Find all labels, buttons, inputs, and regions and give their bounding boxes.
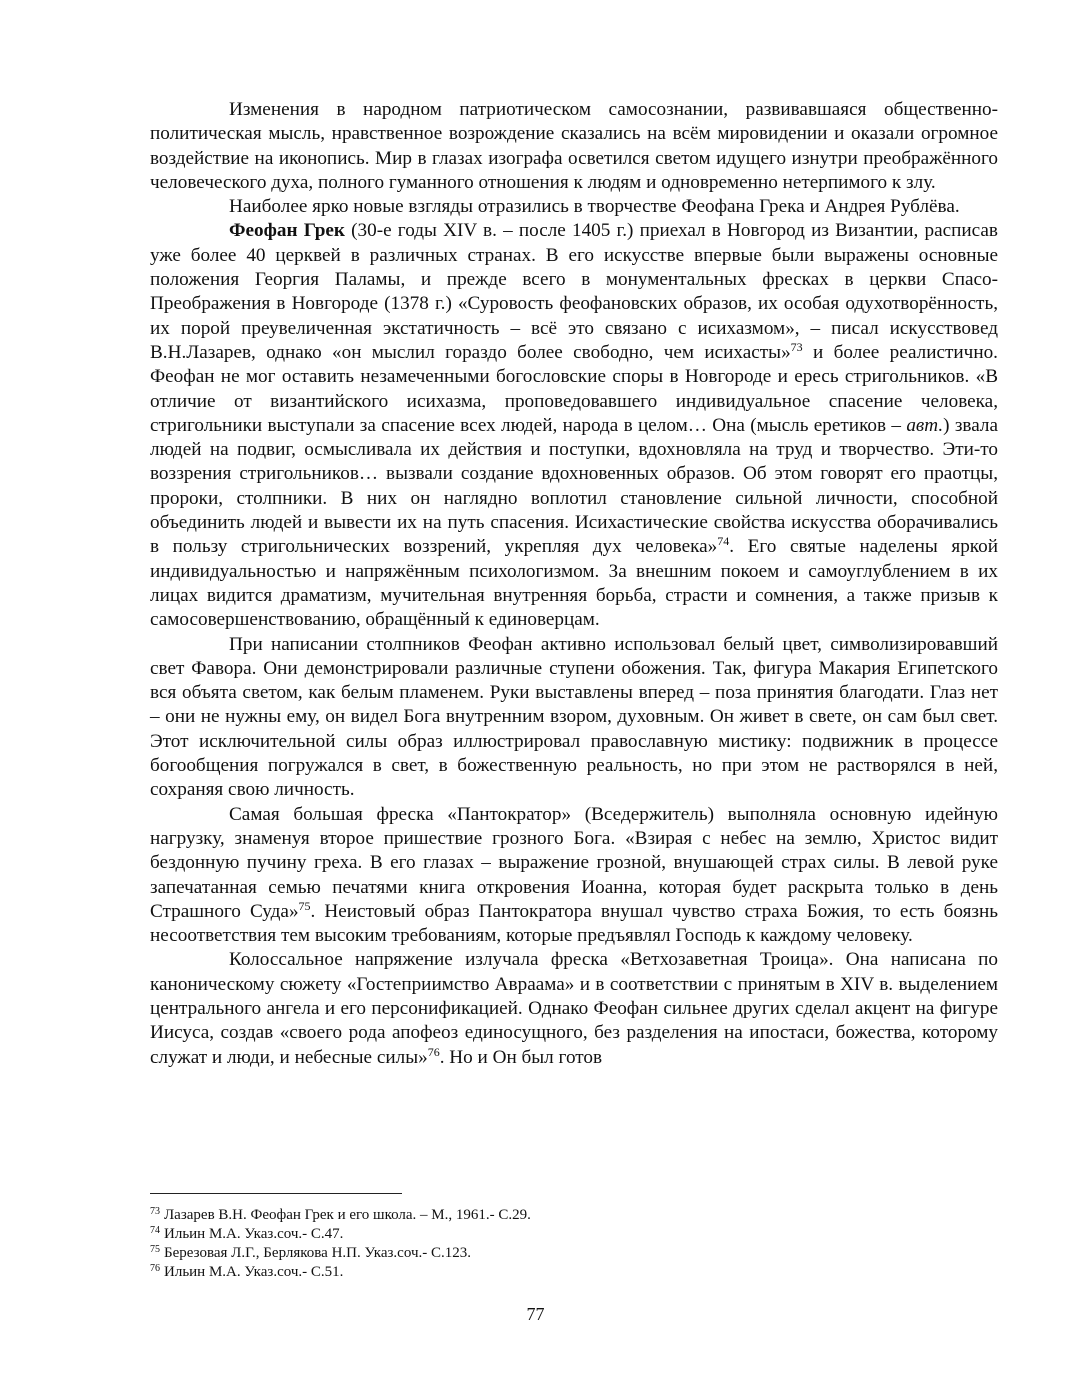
footnote bbox=[150, 1263, 998, 1282]
paragraph-1: Изменения в народном патриотическом самосознании, развивавшаяся общественно-политическая мысль, нравственное возрождение сказались на всём мировидении и оказали огромное воздействие на иконопись. Мир в глазах изографа осветился светом идущего изнутри преображённого человеческого духа, полного гуманного отношения к людям и одновременно нетерпимого к злу. bbox=[150, 99, 998, 193]
footnote-ref: 74 bbox=[717, 534, 730, 549]
paragraph-2: Наиболее ярко новые взгляды отразились в творчестве Феофана Грека и Андрея Рублёва. bbox=[229, 196, 960, 218]
bold-lead-name: Феофан Грек bbox=[229, 220, 345, 242]
text-segment: ) звала людей на подвиг, осмысливала их действия и поступки, вдохновляла на труд и творчество. Эти-то воззрения стригольников… вызвали создание вдохновенных образов. Об этом говорят его праотцы, пророки, столпники. В них он наглядно воплотил становление сильной личности, способной объединить людей и вывести их на путь спасения. Исихастические свойства искусства оборачивались в пользу стригольнических воззрений, укрепляя дух человека» bbox=[150, 414, 998, 558]
footnote-number: 74 bbox=[150, 1225, 160, 1236]
footnote bbox=[150, 1244, 998, 1263]
footnote bbox=[150, 1225, 998, 1244]
text-segment: . Но и Он был готов bbox=[439, 1046, 603, 1068]
footnotes bbox=[150, 1193, 998, 1282]
main-text bbox=[150, 98, 998, 1070]
text-segment: (30-е годы XIV в. – после 1405 г.) приехал в Новгород из Византии, расписав уже более 40 церквей в различных странах. В его искусстве впервые были выражены основные положения Георгия Паламы, и прежде всего в монументальных фресках в церкви Спасо-Преображения в Новгороде (1378 г.) «Суровость феофановских образов, их особая одухотворённость, их порой преувеличенная экстатичность – всё это связано с исихазмом», – писал искусствовед В.Н.Лазарев, однако «он мыслил гораздо более свободно, чем исихасты» bbox=[150, 220, 998, 363]
paragraph-3 bbox=[150, 219, 998, 632]
footnote-text: Ильин М.А. Указ.соч.- С.47. bbox=[164, 1226, 344, 1242]
footnote-number: 73 bbox=[150, 1206, 160, 1217]
paragraph-5 bbox=[150, 803, 998, 949]
footnote-ref: 73 bbox=[790, 339, 803, 354]
footnote-divider bbox=[150, 1193, 402, 1194]
italic-abbrev: авт. bbox=[906, 414, 944, 436]
text-segment: и более реалистично. Феофан не мог оставить незамеченными богословские споры в Новгороде и ересь стригольников. «В отличие от византийского исихазма, проповедовавшего индивидуальное спасение человека, стригольники выступали за спасение всех людей, народа в целом… Она (мысль еретиков – bbox=[150, 341, 998, 436]
footnote-number: 76 bbox=[150, 1263, 160, 1274]
paragraph-4: При написании столпников Феофан активно использовал белый цвет, символизировавший свет Фавора. Они демонстрировали различные ступени обожения. Так, фигура Макария Египетского вся объята светом, как белым пламенем. Руки выставлены вперед – поза принятия благодати. Глаз нет – они не нужны ему, он видел Бога внутренним взором, духовным. Он живет в свете, он сам был свет. Этот исключительной силы образ иллюстрировал православную мистику: подвижник в процессе богообщения погружался в свет, в божественную реальность, но при этом не растворялся в ней, сохраняя свою личность. bbox=[150, 633, 998, 801]
footnote-number: 75 bbox=[150, 1244, 160, 1255]
footnote-text: Березовая Л.Г., Берлякова Н.П. Указ.соч.- С.123. bbox=[164, 1245, 471, 1261]
footnote-ref: 75 bbox=[298, 898, 311, 913]
text-segment: Самая большая фреска «Пантократор» (Вседержитель) выполняла основную идейную нагрузку, знаменуя второе пришествие грозного Бога. «Взирая с небес на землю, Христос видит бездонную пучину греха. В его глазах – выражение грозной, внушающей страх силы. В левой руке запечатанная семью печатями книга откровения Иоанна, которая будет раскрыта только в день Страшного Суда» bbox=[150, 803, 998, 922]
page-number: 77 bbox=[526, 1304, 545, 1324]
paragraph-6 bbox=[150, 948, 998, 1069]
footnote bbox=[150, 1206, 998, 1225]
text-segment: . Его святые наделены яркой индивидуальностью и напряжённым психологизмом. За внешним покоем и самоуглублением в их лицах видится драматизм, мучительная внутренняя борьба, страсти и сомнения, а также призыв к самосовершенствованию, обращённый к единоверцам. bbox=[150, 536, 998, 631]
text-segment: . Неистовый образ Пантократора внушал чувство страха Божия, то есть боязнь несоответствия тем высоким требованиям, которые предъявлял Господь к каждому человеку. bbox=[150, 900, 998, 947]
footnote-text: Лазарев В.Н. Феофан Грек и его школа. – М., 1961.- С.29. bbox=[164, 1207, 531, 1223]
footnote-text: Ильин М.А. Указ.соч.- С.51. bbox=[164, 1264, 344, 1280]
text-segment: Колоссальное напряжение излучала фреска «Ветхозаветная Троица». Она написана по каноническому сюжету «Гостеприимство Авраама» и в соответствии с принятым в XIV в. выделением центрального ангела и его персонификацией. Однако Феофан сильнее других сделал акцент на фигуре Иисуса, создав «своего рода апофеоз единосущного, без разделения на ипостаси, божества, которому служат и люди, и небесные силы» bbox=[150, 949, 998, 1068]
footnote-ref: 76 bbox=[427, 1044, 440, 1059]
